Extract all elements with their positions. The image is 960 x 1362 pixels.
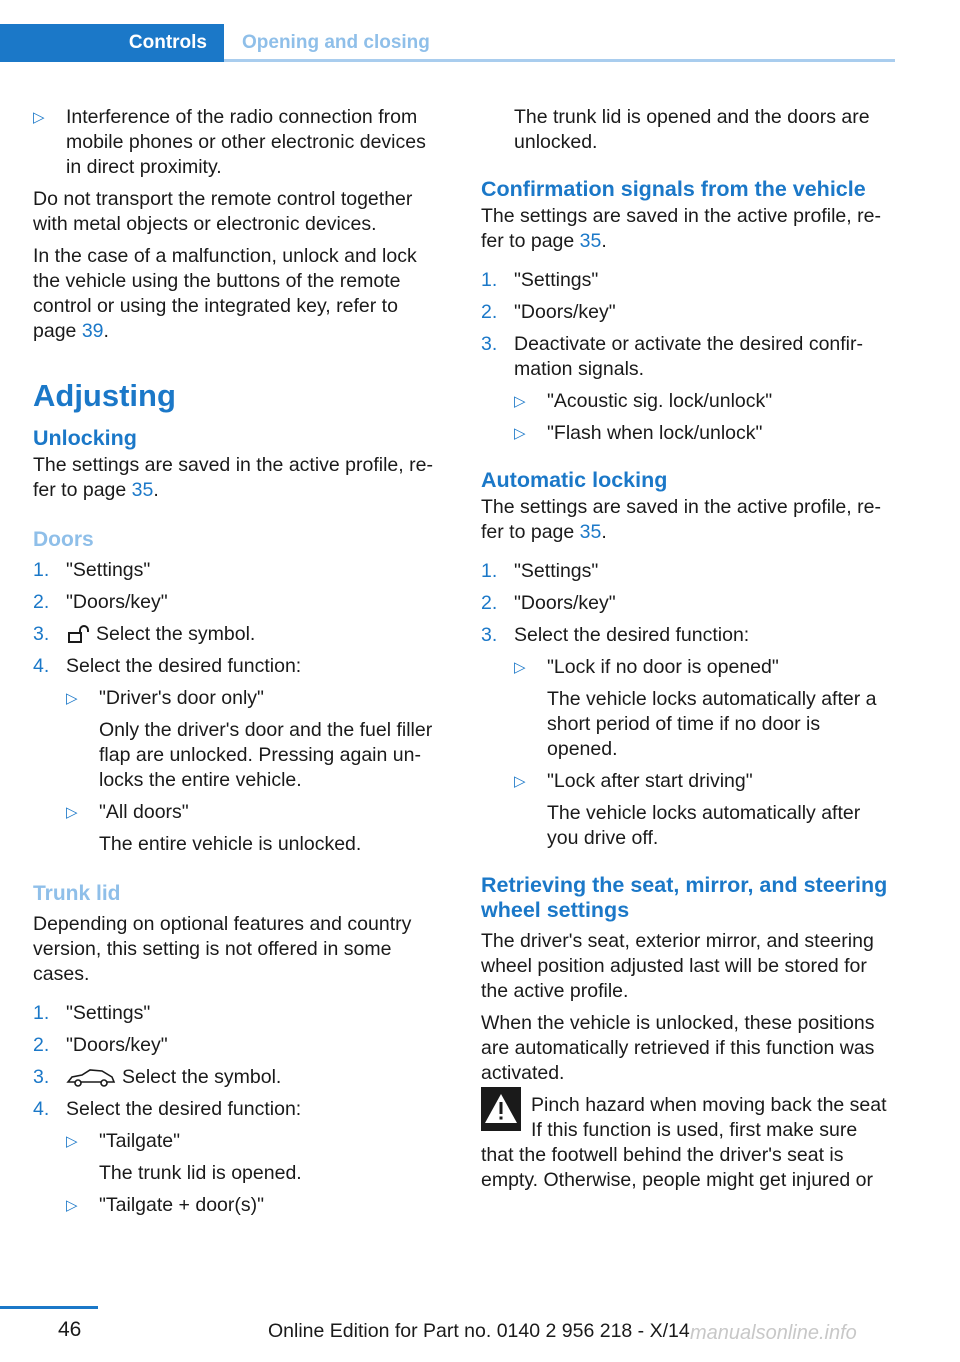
list-item: 1. "Settings" (33, 559, 151, 581)
subsection-title: Confirmation signals from the vehicle (481, 177, 866, 201)
list-item: 3. Select the symbol. (33, 1066, 282, 1088)
subsection-title: Retrieving the seat, mirror, and steering wheel settings (481, 873, 888, 922)
list-item: 4. Select the desired function: (33, 655, 302, 677)
subsection-title: Automatic locking (481, 468, 668, 492)
option-item: ▷ "Lock if no door is opened" (514, 656, 779, 678)
paragraph: Depending on optional features and country version, this setting is not offered in some cases. (33, 913, 412, 985)
option-description: The vehicle locks automatically after a short period of time if no door is opened. (547, 688, 877, 760)
option-description: The entire vehicle is unlocked. (99, 833, 362, 855)
list-item: 2. "Doors/key" (481, 301, 616, 323)
option-item: ▷ "Tailgate" (66, 1130, 181, 1152)
list-item: 3. Select the desired function: (481, 624, 750, 646)
paragraph: When the vehicle is unlocked, these positions are automatically retrieved if this function was activated. (481, 1012, 875, 1084)
list-item: 2. "Doors/key" (33, 591, 168, 613)
triangle-bullet-icon: ▷ (66, 804, 78, 821)
paragraph: The settings are saved in the active profile, re-fer to page 35. (33, 454, 433, 501)
option-item: ▷ "Tailgate + door(s)" (66, 1194, 265, 1216)
option-item: ▷ "Flash when lock/unlock" (514, 422, 763, 444)
list-item: 1. "Settings" (33, 1002, 151, 1024)
option-description: Only the driver's door and the fuel filler flap are unlocked. Pressing again un-locks the entire vehicle. (99, 719, 433, 791)
option-description: The trunk lid is opened and the doors are unlocked. (514, 106, 870, 153)
warning-block (481, 1093, 895, 1143)
left-column (33, 105, 443, 1225)
warning-text: If this function is used, first make sure (531, 1119, 858, 1141)
section-title: Adjusting (33, 378, 176, 413)
option-item: ▷ "Lock after start driving" (514, 770, 753, 792)
page-link[interactable]: 39 (81, 320, 104, 342)
triangle-bullet-icon: ▷ (66, 1133, 78, 1150)
minor-heading: Trunk lid (33, 882, 121, 905)
triangle-bullet-icon: ▷ (33, 109, 45, 126)
tab-opening-and-closing[interactable]: Opening and closing (242, 32, 430, 53)
page-number: 46 (58, 1318, 82, 1341)
triangle-bullet-icon: ▷ (66, 1197, 78, 1214)
watermark: manualsonline.info (690, 1322, 857, 1344)
triangle-bullet-icon: ▷ (66, 690, 78, 707)
minor-heading: Doors (33, 528, 94, 551)
warning-triangle-icon (481, 1087, 521, 1131)
list-item: 1. "Settings" (481, 269, 599, 291)
header-divider (224, 59, 895, 62)
footer-divider (0, 1306, 98, 1309)
option-description: The vehicle locks automatically after you drive off. (547, 802, 861, 849)
edition-text: Online Edition for Part no. 0140 2 956 218 - X/14 (268, 1320, 690, 1342)
triangle-bullet-icon: ▷ (514, 393, 526, 410)
option-item: ▷ "Driver's door only" (66, 687, 264, 709)
triangle-bullet-icon: ▷ (514, 773, 526, 790)
paragraph: Do not transport the remote control together with metal objects or electronic devices. (33, 188, 413, 235)
triangle-bullet-icon: ▷ (514, 425, 526, 442)
triangle-bullet-icon: ▷ (514, 659, 526, 676)
list-item: 1. "Settings" (481, 560, 599, 582)
paragraph: The driver's seat, exterior mirror, and steering wheel position adjusted last will be stored for the active profile. (481, 930, 874, 1002)
warning-title: Pinch hazard when moving back the seat (531, 1094, 887, 1116)
subsection-title: Unlocking (33, 426, 137, 450)
option-item: ▷ "Acoustic sig. lock/unlock" (514, 390, 773, 412)
list-item: 2. "Doors/key" (481, 592, 616, 614)
car-trunk-icon (66, 1068, 116, 1088)
list-item: 4. Select the desired function: (33, 1098, 302, 1120)
option-item: ▷ "All doors" (66, 801, 189, 823)
list-item: ▷ Interference of the radio connection from mobile phones or other electronic devices in direct proximity. (33, 106, 426, 178)
paragraph: The settings are saved in the active profile, re-fer to page 35. (481, 496, 881, 543)
list-item: 2. "Doors/key" (33, 1034, 168, 1056)
paragraph: The settings are saved in the active profile, re-fer to page 35. (481, 205, 881, 252)
right-column (481, 105, 895, 1200)
list-item: 3. Deactivate or activate the desired confir-mation signals. (481, 333, 864, 380)
page-link[interactable]: 35 (579, 521, 602, 543)
unlock-door-icon (66, 625, 90, 645)
tab-controls[interactable]: Controls (0, 24, 224, 62)
list-item: 3. Select the symbol. (33, 623, 256, 645)
page-link[interactable]: 35 (579, 230, 602, 252)
paragraph: In the case of a malfunction, unlock and lock the vehicle using the buttons of the remote control or using the integrated key, refer to page 39. (33, 245, 417, 342)
page-link[interactable]: 35 (131, 479, 154, 501)
warning-text: that the footwell behind the driver's seat is empty. Otherwise, people might get injured or (481, 1144, 873, 1191)
option-description: The trunk lid is opened. (99, 1162, 302, 1184)
page-header (0, 24, 895, 62)
